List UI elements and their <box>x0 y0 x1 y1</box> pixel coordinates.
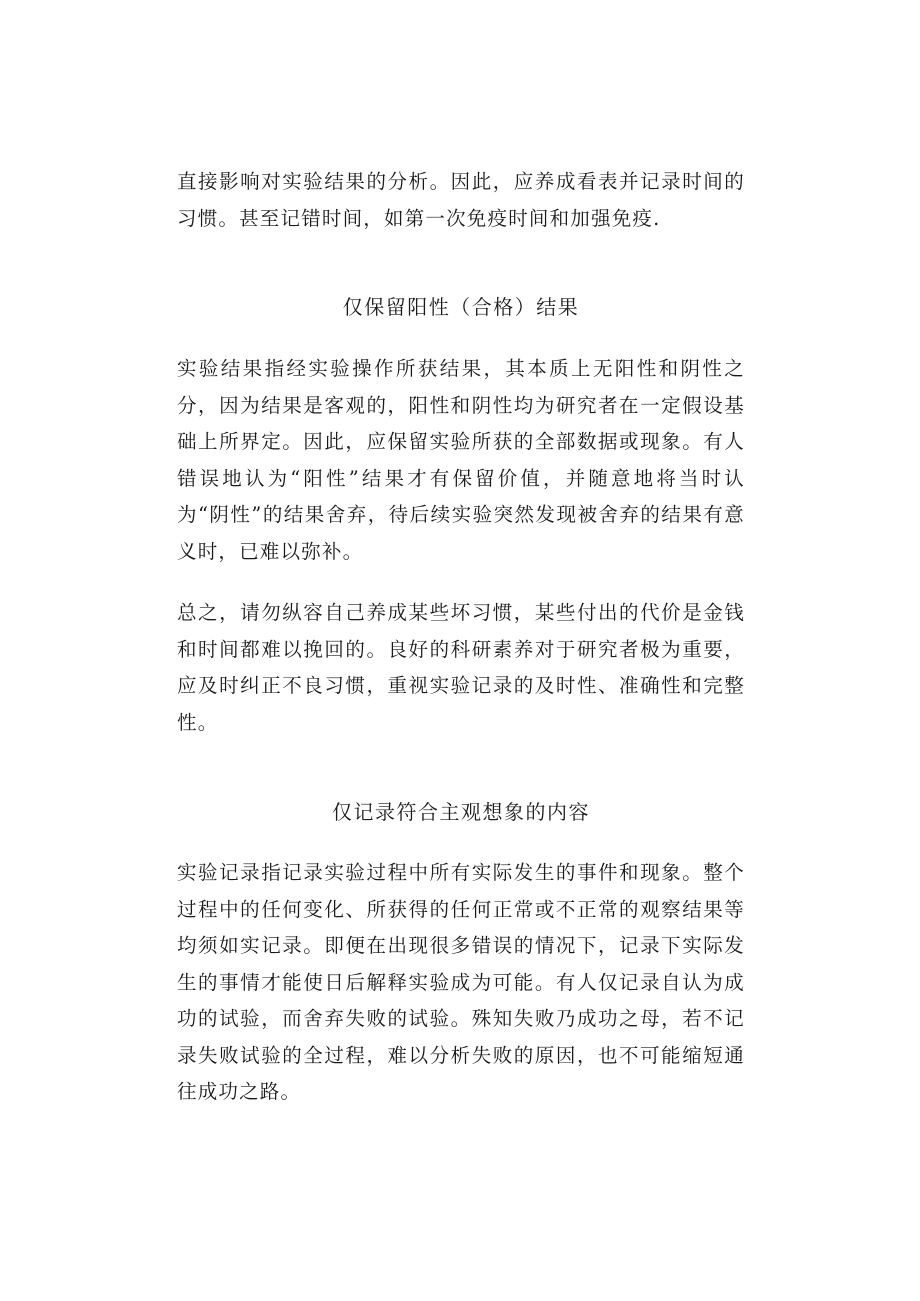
section-heading-positive-results: 仅保留阳性（合格）结果 <box>342 295 580 319</box>
paragraph-positive-results: 实验结果指经实验操作所获结果，其本质上无阳性和阴性之分，因为结果是客观的，阳性和阴性均为研究者在一定假设基础上所界定。因此，应保留实验所获的全部数据或现象。有人错误地认为“阳性”结果才有保留价值，并随意地将当时认为“阴性”的结果舍弃，待后续实验突然发现被舍弃的结果有意义时，已难以弥补。 <box>177 357 745 563</box>
section-heading-subjective-records: 仅记录符合主观想象的内容 <box>332 800 590 824</box>
paragraph-subjective-records: 实验记录指记录实验过程中所有实际发生的事件和现象。整个过程中的任何变化、所获得的任何正常或不正常的观察结果等均须如实记录。即便在出现很多错误的情况下，记录下实际发生的事情才能使日后解释实验成为可能。有人仅记录自认为成功的试验，而舍弃失败的试验。殊知失败乃成功之母，若不记录失败试验的全过程，难以分析失败的原因，也不可能缩短通往成功之路。 <box>177 861 745 1103</box>
paragraph-intro: 直接影响对实验结果的分析。因此，应养成看表并记录时间的习惯。甚至记错时间，如第一次免疫时间和加强免疫. <box>177 170 745 230</box>
paragraph-summary: 总之，请勿纵容自己养成某些坏习惯，某些付出的代价是金钱和时间都难以挽回的。良好的科研素养对于研究者极为重要，应及时纠正不良习惯，重视实验记录的及时性、准确性和完整性。 <box>177 601 745 734</box>
